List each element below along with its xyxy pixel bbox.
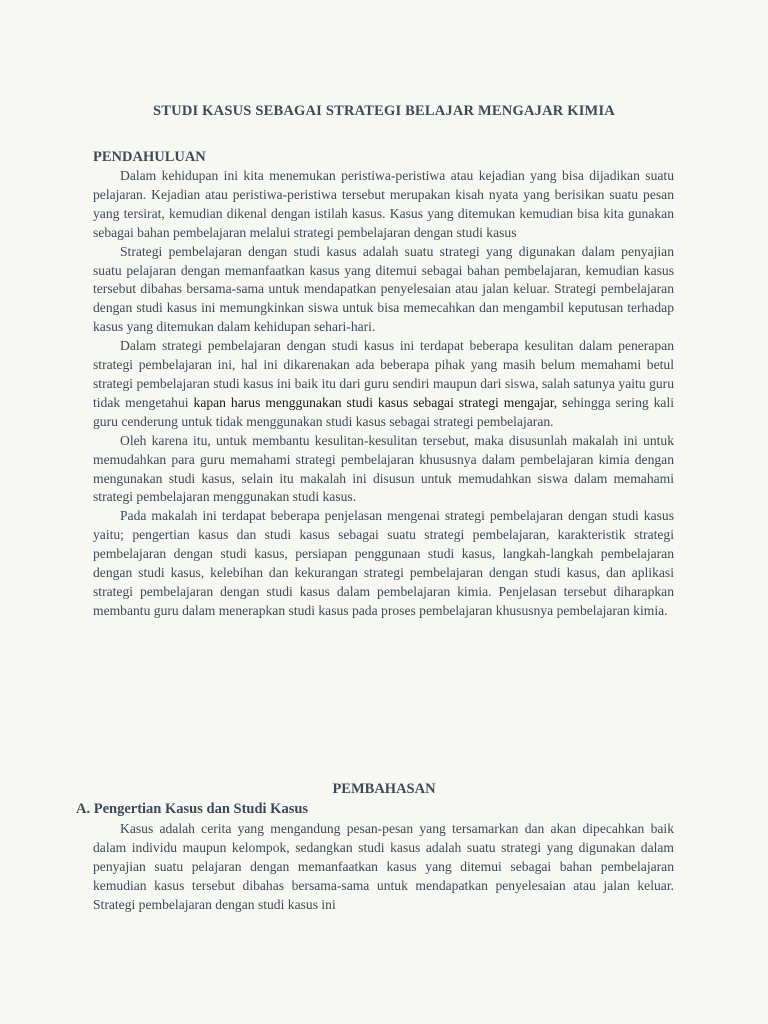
intro-paragraph-3-start: Dalam strategi pembelajaran dengan studi kasus ini terdapat beberapa kesulitan dalam penerapan strategi pembelajaran ini, hal ini dikarenakan ada beberapa pihak yang masih belum memahami betul strategi pembelajaran studi kasus ini baik itu dari guru sendiri maupun dari siswa, salah satunya yaitu guru tidak mengetahui <box>93 338 674 410</box>
intro-body <box>93 167 674 621</box>
document-title: STUDI KASUS SEBAGAI STRATEGI BELAJAR MENGAJAR KIMIA <box>153 103 615 119</box>
intro-paragraph-2: Strategi pembelajaran dengan studi kasus adalah suatu strategi yang digunakan dalam penyajian suatu pelajaran dengan memanfaatkan kasus yang ditemui sebagai bahan pembelajaran, kemudian kasus tersebut dibahas bersama-sama untuk mendapatkan penyelesaian atau jalan keluar. Strategi pembelajaran dengan studi kasus ini memungkinkan siswa untuk bisa memecahkan dan mengambil keputusan terhadap kasus yang ditemukan dalam kehidupan sehari-hari. <box>93 243 674 335</box>
subsection-heading: A. Pengertian Kasus dan Studi Kasus <box>76 801 309 817</box>
intro-paragraph-4: Oleh karena itu, untuk membantu kesulitan-kesulitan tersebut, maka disusunlah makalah ini untuk memudahkan para guru memahami strategi pembelajaran khususnya dalam pembelajaran kimia dengan mengunakan studi kasus, selain itu makalah ini disusun untuk memudahkan siswa dalam memahami strategi pembelajaran menggunakan studi kasus. <box>93 432 674 505</box>
subsection-body <box>93 820 674 915</box>
intro-paragraph-3-end: ehingga sering kali guru cenderung untuk tidak menggunakan studi kasus sebagai strategi pembelajaran. <box>93 394 674 429</box>
intro-paragraph-5: Pada makalah ini terdapat beberapa penjelasan mengenai strategi pembelajaran dengan studi kasus yaitu; pengertian kasus dan studi kasus sebagai suatu strategi pembelajaran, karakteristik strategi pembelajaran dengan studi kasus, persiapan penggunaan studi kasus, langkah-langkah pembelajaran dengan studi kasus, kelebihan dan kekurangan strategi pembelajaran dengan studi kasus, dan aplikasi strategi pembelajaran dengan studi kasus dalam pembelajaran kimia. Penjelasan tersebut diharapkan membantu guru dalam menerapkan studi kasus pada proses pembelajaran khususnya pembelajaran kimia. <box>93 508 674 618</box>
intro-paragraph-3-highlight: kapan harus menggunakan studi kasus sebagai strategi mengajar, s <box>193 394 568 410</box>
subsection-paragraph-1: Kasus adalah cerita yang mengandung pesan-pesan yang tersamarkan dan akan dipecahkan baik dalam individu maupun kelompok, sedangkan studi kasus adalah suatu strategi yang digunakan dalam penyajian suatu pelajaran dengan memanfaatkan kasus yang ditemui sebagai bahan pembelajaran kemudian kasus tersebut dibahas bersama-sama untuk mendapatkan penyelesaian atau jalan keluar. Strategi pembelajaran dengan studi kasus ini <box>93 821 674 912</box>
intro-paragraph-1: Dalam kehidupan ini kita menemukan peristiwa-peristiwa atau kejadian yang bisa dijadikan suatu pelajaran. Kejadian atau peristiwa-peristiwa tersebut merupakan kisah nyata yang berisikan suatu pesan yang tersirat, kemudian dikenal dengan istilah kasus. Kasus yang ditemukan kemudian bisa kita gunakan sebagai bahan pembelajaran melalui strategi pembelajaran dengan studi kasus <box>93 168 674 240</box>
intro-heading: PENDAHULUAN <box>93 149 206 165</box>
section-heading: PEMBAHASAN <box>332 781 436 797</box>
intro-paragraph-3 <box>93 337 674 432</box>
